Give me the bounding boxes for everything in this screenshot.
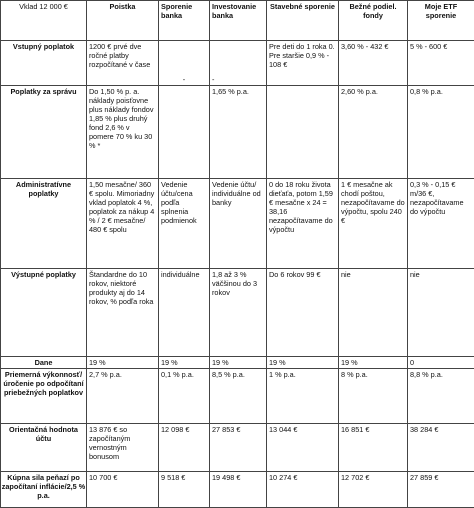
cell-mutual-funds: 19 % [339,357,408,369]
cell-mutual-funds: nie [339,269,408,357]
cell-bank-investing: 8,5 % p.a. [210,369,267,424]
cell-bank-investing: 27 853 € [210,424,267,472]
cell-bank-investing: - [210,41,267,86]
row-label: Kúpna sila peňazí po započítaní inflácie/2,5 % p.a. [1,472,87,508]
row-label: Výstupné poplatky [1,269,87,357]
cell-building-savings: 0 do 18 roku života dieťaťa, potom 1,59 € mesačne x 24 = 38,16 nezapočítavame do výpočtu [267,179,339,269]
row-label: Administratívne poplatky [1,179,87,269]
cell-bank-investing: 1,8 až 3 % väčšinou do 3 rokov [210,269,267,357]
cell-bank-savings: Vedenie účtu/cena podľa splnenia podmienok [159,179,210,269]
cell-mutual-funds: 16 851 € [339,424,408,472]
cell-etf: 0,8 % p.a. [408,86,474,179]
header-mutual-funds: Bežné podiel. fondy [339,1,408,41]
cell-insurance: Štandardne do 10 rokov, niektoré produkty aj do 14 rokov, % podľa roka [87,269,159,357]
row-label: Poplatky za správu [1,86,87,179]
header-bank-savings: Sporenie banka [159,1,210,41]
row-admin-fee [1,179,474,269]
cell-mutual-funds: 2,60 % p.a. [339,86,408,179]
cell-insurance: 13 876 € so započítaným vernostným bonusom [87,424,159,472]
cell-bank-savings: 0,1 % p.a. [159,369,210,424]
cell-building-savings [267,86,339,179]
cell-building-savings: Pre deti do 1 roka 0. Pre staršie 0,9 % - 108 € [267,41,339,86]
header-deposit: Vklad 12 000 € [1,1,87,41]
cell-insurance: 2,7 % p.a. [87,369,159,424]
row-taxes [1,357,474,369]
cell-insurance: 1,50 mesačne/ 360 € spolu. Mimoriadny vklad poplatok 4 %, poplatok za nákup 4 % / 2 € mesačne/ 480 € spolu [87,179,159,269]
cell-etf: 8,8 % p.a. [408,369,474,424]
header-bank-investing: Investovanie banka [210,1,267,41]
header-building-savings: Stavebné sporenie [267,1,339,41]
header-row [1,1,474,41]
cell-insurance: 1200 € prvé dve ročné platby rozpočítané v čase [87,41,159,86]
cell-building-savings: 1 % p.a. [267,369,339,424]
cell-bank-investing: 19 498 € [210,472,267,508]
cell-bank-investing: 1,65 % p.a. [210,86,267,179]
cell-etf: 38 284 € [408,424,474,472]
cell-building-savings: 19 % [267,357,339,369]
cell-etf: 5 % - 600 € [408,41,474,86]
cell-bank-savings: 19 % [159,357,210,369]
cell-mutual-funds: 8 % p.a. [339,369,408,424]
cell-etf: 27 859 € [408,472,474,508]
row-account-value [1,424,474,472]
cell-bank-savings: - [159,41,210,86]
row-purchasing-power [1,472,474,508]
cell-mutual-funds: 1 € mesačne ak chodí poštou, nezapočítavame do výpočtu, spolu 240 € [339,179,408,269]
header-insurance: Poistka [87,1,159,41]
row-management-fee [1,86,474,179]
cell-mutual-funds: 3,60 % - 432 € [339,41,408,86]
cell-bank-savings: 9 518 € [159,472,210,508]
cell-building-savings: 13 044 € [267,424,339,472]
cell-bank-savings: individuálne [159,269,210,357]
cell-insurance: 10 700 € [87,472,159,508]
row-label: Vstupný poplatok [1,41,87,86]
cell-etf: 0,3 % - 0,15 € m/36 €, nezapočítavame do výpočtu [408,179,474,269]
row-label: Priemerná výkonnosť/úročenie po odpočítaní priebežných poplatkov [1,369,87,424]
cell-etf: nie [408,269,474,357]
row-label: Orientačná hodnota účtu [1,424,87,472]
row-exit-fee [1,269,474,357]
row-entry-fee [1,41,474,86]
cell-bank-investing: Vedenie účtu/ individuálne od banky [210,179,267,269]
cell-bank-savings [159,86,210,179]
row-label: Dane [1,357,87,369]
cell-mutual-funds: 12 702 € [339,472,408,508]
cell-bank-investing: 19 % [210,357,267,369]
cell-insurance: Do 1,50 % p. a. náklady poisťovne plus náklady fondov 1,85 % plus druhý fond 2,6 % v pomere 70 % ku 30 % * [87,86,159,179]
cell-building-savings: Do 6 rokov 99 € [267,269,339,357]
header-etf-savings: Moje ETF sporenie [408,1,474,41]
cell-bank-savings: 12 098 € [159,424,210,472]
cell-building-savings: 10 274 € [267,472,339,508]
row-performance [1,369,474,424]
cell-etf: 0 [408,357,474,369]
cell-insurance: 19 % [87,357,159,369]
